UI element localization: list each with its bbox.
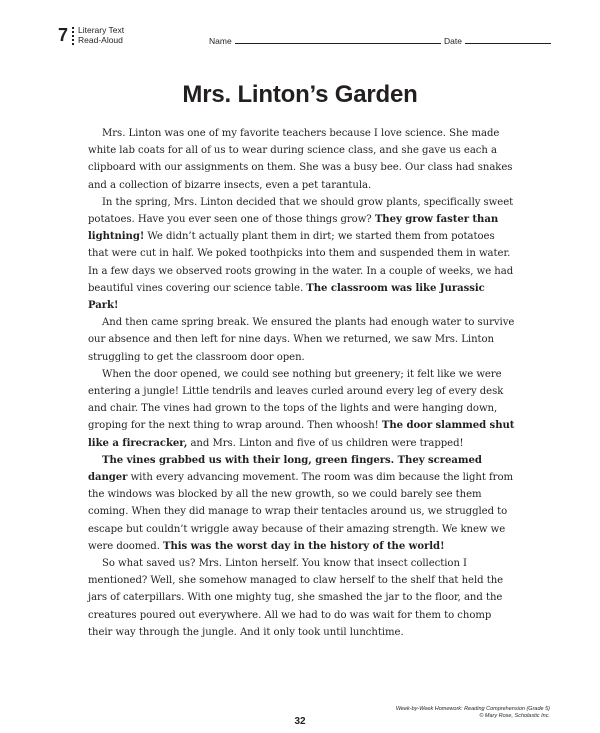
category-line-1: Literary Text — [78, 25, 125, 35]
story-paragraph — [88, 194, 518, 314]
text-run: So what saved us? Mrs. Linton herself. You know that insect collection I mentioned? Well, she somehow managed to claw herself to the shelf that held the jars of caterpillars. With one mighty tug, she smashed the jar to the floor, and the creatures poured out everywhere. All we had to do was wait for them to chomp their way through the jungle. And it only took until lunchtime. — [88, 558, 504, 638]
story-paragraph — [88, 555, 518, 641]
worksheet-header — [58, 24, 558, 48]
lesson-category — [78, 25, 124, 45]
credit-book-title: Week-by-Week Homework: Reading Comprehension (Grade 5) — [395, 706, 550, 712]
text-run: We didn’t actually plant them in dirt; we started them from potatoes that were cut in half. We poked toothpicks into them and suspended them in water. In a few days we observed roots growing in the water. In a couple of weeks, we had beautiful vines covering our science table. — [88, 231, 514, 294]
credit-copyright: © Mary Rose, Scholastic Inc. — [479, 713, 550, 719]
story-title: Mrs. Linton’s Garden — [182, 81, 418, 108]
bold-phrase: The classroom was like Jurassic Park! — [88, 282, 485, 312]
bold-phrase: The vines grabbed us with their long, green fingers. They screamed danger — [88, 454, 482, 484]
story-paragraph — [88, 452, 518, 555]
page-number: 32 — [294, 716, 306, 727]
name-label: Name — [209, 36, 232, 46]
story-paragraph — [88, 314, 518, 366]
text-run: and Mrs. Linton and five of us children were trapped! — [187, 437, 464, 449]
date-field[interactable] — [444, 35, 551, 46]
text-run: In the spring, Mrs. Linton decided that we should grow plants, specifically sweet potatoes. Have you ever seen one of those things grow? — [88, 196, 514, 226]
date-blank-line[interactable] — [465, 35, 551, 44]
name-field[interactable] — [209, 35, 441, 46]
bold-phrase: The door slammed shut like a firecracker, — [88, 420, 515, 449]
text-run: When the door opened, we could see nothing but greenery; it felt like we were entering a jungle! Little tendrils and leaves curled around every leg of every desk and chair. The vines had grown to the tops of the lights and were hanging down, groping for the next thing to wrap around. Then whoosh! — [88, 368, 504, 432]
category-line-2: Read-Aloud — [78, 35, 123, 45]
text-run: Mrs. Linton was one of my favorite teachers because I love science. She made white lab coats for all of us to wear during science class, and she gave us each a clipboard with our assignments on them. She was a busy bee. Our class had snakes and a collection of bizarre insects, even a pet tarantula. — [88, 128, 513, 191]
bold-phrase: They grow faster than lightning! — [88, 214, 499, 243]
name-blank-line[interactable] — [235, 35, 441, 44]
text-run: And then came spring break. We ensured the plants had enough water to survive our absence and then left for nine days. When we returned, we saw Mrs. Linton struggling to get the classroom door open. — [88, 317, 515, 363]
story-paragraph — [88, 125, 518, 194]
story-body — [88, 125, 518, 641]
text-run: with every advancing movement. The room was dim because the light from the windows was blocked by all the new growth, so we could barely see them coming. When they did manage to wrap their tentacles around us, we struggled to escape but couldn’t wriggle away because of their amazing strength. We knew we were doomed. — [88, 472, 514, 552]
date-label: Date — [444, 36, 462, 46]
story-paragraph — [88, 366, 518, 452]
dotted-divider — [72, 27, 74, 45]
bold-phrase: This was the worst day in the history of the world! — [163, 540, 445, 552]
lesson-number: 7 — [58, 25, 69, 45]
